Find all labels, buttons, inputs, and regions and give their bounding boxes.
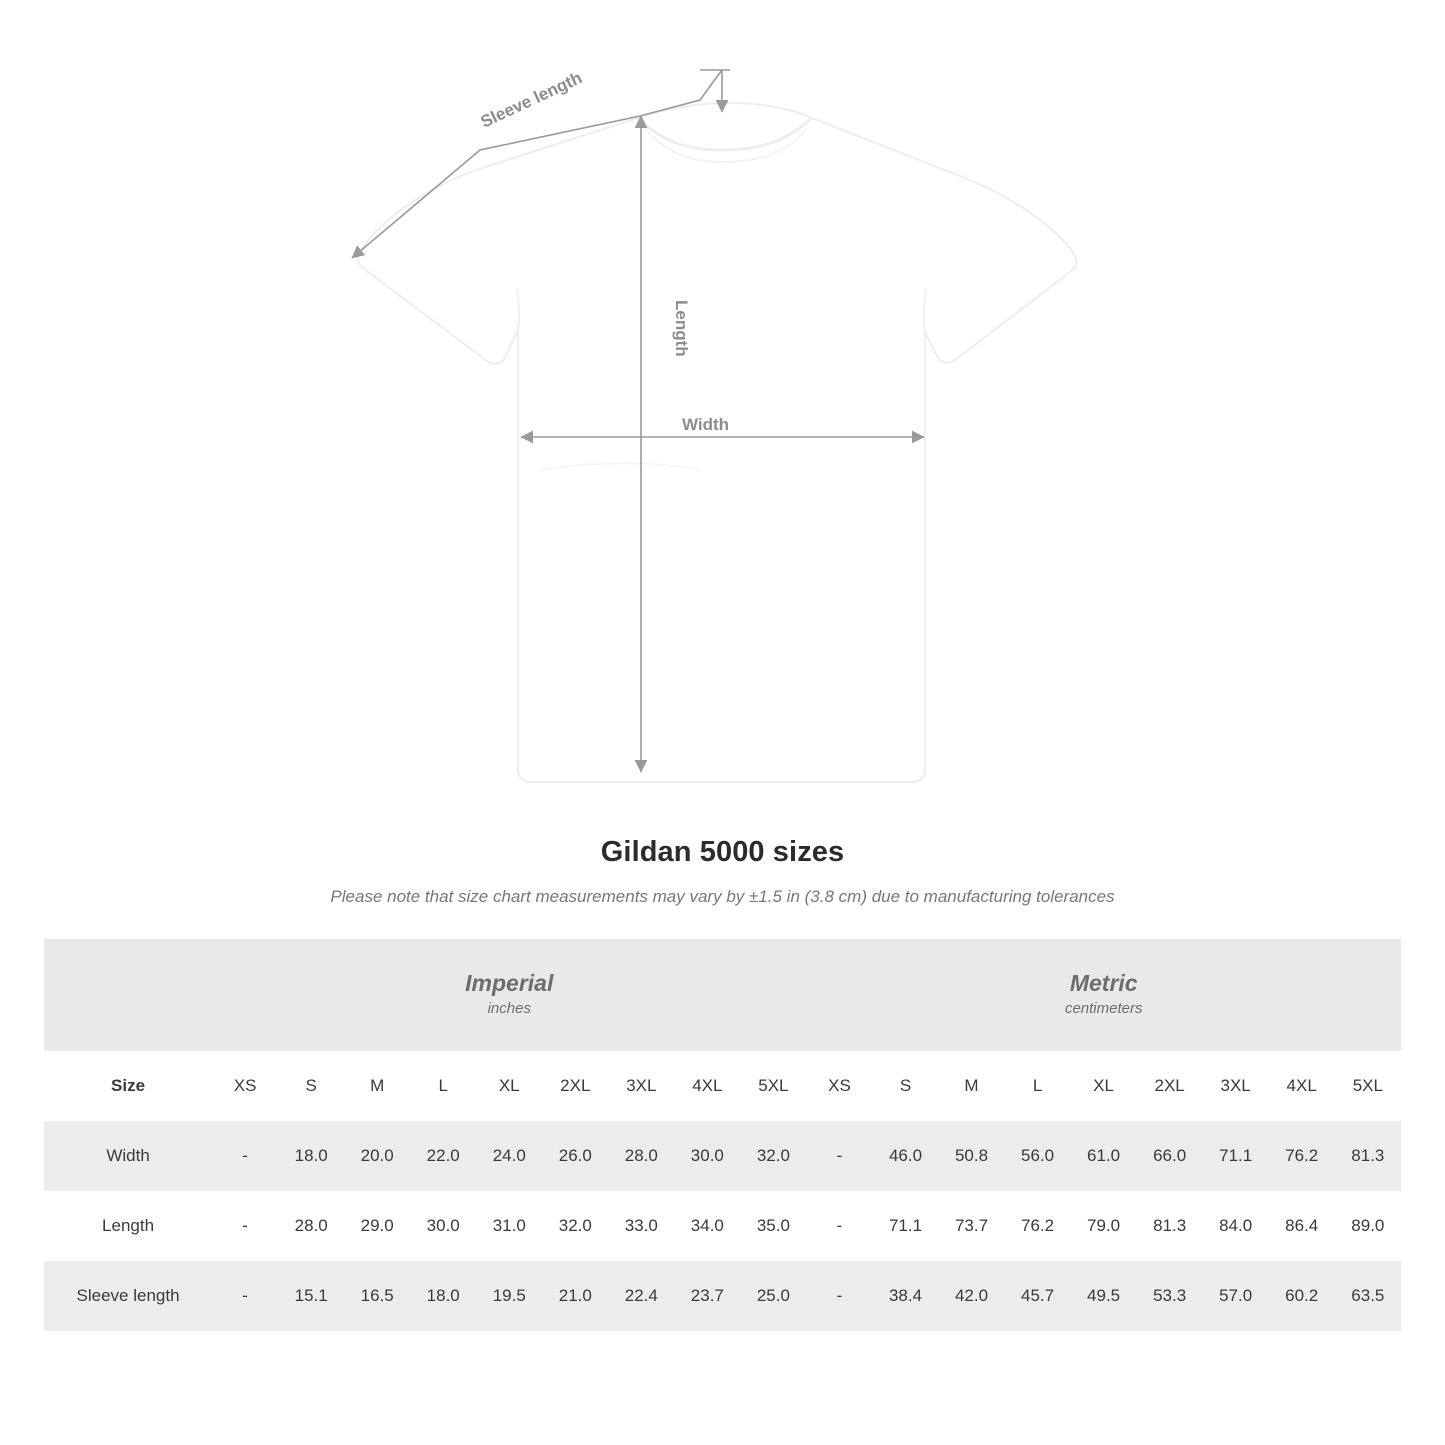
cell-width-metric-4xl: 76.2 [1269, 1121, 1335, 1191]
cell-length-imperial-l: 30.0 [410, 1191, 476, 1261]
cell-length-imperial-2xl: 32.0 [542, 1191, 608, 1261]
cell-sleeve-imperial-l: 18.0 [410, 1261, 476, 1331]
cell-length-metric-l: 76.2 [1005, 1191, 1071, 1261]
row-label-width: Width [44, 1121, 212, 1191]
cell-length-imperial-4xl: 34.0 [674, 1191, 740, 1261]
metric-unit-sub: centimeters [1064, 1000, 1143, 1018]
size-corner-label: Size [44, 1051, 212, 1121]
cell-width-metric-xl: 61.0 [1071, 1121, 1137, 1191]
imperial-unit-header [212, 939, 806, 1051]
cell-length-imperial-3xl: 33.0 [608, 1191, 674, 1261]
cell-width-imperial-s: 18.0 [278, 1121, 344, 1191]
unit-corner-cell [44, 939, 212, 1051]
size-header-metric-3xl: 3XL [1203, 1051, 1269, 1121]
row-label-length: Length [44, 1191, 212, 1261]
chart-heading [0, 836, 1445, 907]
cell-width-metric-3xl: 71.1 [1203, 1121, 1269, 1191]
cell-length-imperial-s: 28.0 [278, 1191, 344, 1261]
size-header-metric-s: S [872, 1051, 938, 1121]
cell-sleeve-metric-5xl: 63.5 [1335, 1261, 1401, 1331]
cell-sleeve-imperial-3xl: 22.4 [608, 1261, 674, 1331]
size-header-metric-l: L [1005, 1051, 1071, 1121]
cell-sleeve-metric-3xl: 57.0 [1203, 1261, 1269, 1331]
cell-sleeve-imperial-4xl: 23.7 [674, 1261, 740, 1331]
cell-length-metric-xl: 79.0 [1071, 1191, 1137, 1261]
table-row [44, 1121, 1401, 1191]
cell-length-metric-xs: - [806, 1191, 872, 1261]
cell-width-imperial-xs: - [212, 1121, 278, 1191]
cell-sleeve-imperial-xl: 19.5 [476, 1261, 542, 1331]
row-label-sleeve-length: Sleeve length [44, 1261, 212, 1331]
cell-sleeve-metric-2xl: 53.3 [1137, 1261, 1203, 1331]
cell-sleeve-metric-l: 45.7 [1005, 1261, 1071, 1331]
table-row [44, 1191, 1401, 1261]
size-header-imperial-5xl: 5XL [740, 1051, 806, 1121]
cell-length-metric-5xl: 89.0 [1335, 1191, 1401, 1261]
cell-width-imperial-3xl: 28.0 [608, 1121, 674, 1191]
size-header-imperial-m: M [344, 1051, 410, 1121]
cell-width-imperial-xl: 24.0 [476, 1121, 542, 1191]
size-header-imperial-xl: XL [476, 1051, 542, 1121]
cell-sleeve-metric-s: 38.4 [872, 1261, 938, 1331]
size-header-imperial-4xl: 4XL [674, 1051, 740, 1121]
cell-width-metric-m: 50.8 [939, 1121, 1005, 1191]
cell-sleeve-metric-xl: 49.5 [1071, 1261, 1137, 1331]
size-header-metric-5xl: 5XL [1335, 1051, 1401, 1121]
size-header-imperial-l: L [410, 1051, 476, 1121]
cell-length-imperial-xl: 31.0 [476, 1191, 542, 1261]
size-header-metric-xl: XL [1071, 1051, 1137, 1121]
size-header-metric-m: M [939, 1051, 1005, 1121]
cell-length-metric-2xl: 81.3 [1137, 1191, 1203, 1261]
cell-sleeve-imperial-xs: - [212, 1261, 278, 1331]
size-header-metric-2xl: 2XL [1137, 1051, 1203, 1121]
size-header-imperial-xs: XS [212, 1051, 278, 1121]
size-header-metric-xs: XS [806, 1051, 872, 1121]
cell-width-imperial-4xl: 30.0 [674, 1121, 740, 1191]
size-header-row [44, 1051, 1401, 1121]
cell-sleeve-imperial-2xl: 21.0 [542, 1261, 608, 1331]
tshirt-shape [358, 103, 1077, 782]
size-header-metric-4xl: 4XL [1269, 1051, 1335, 1121]
metric-unit-header [806, 939, 1401, 1051]
size-table [44, 939, 1401, 1331]
tolerance-note: Please note that size chart measurements may vary by ±1.5 in (3.8 cm) due to manufacturing tolerances [330, 887, 1115, 906]
cell-width-metric-2xl: 66.0 [1137, 1121, 1203, 1191]
page-title: Gildan 5000 sizes [600, 836, 845, 868]
cell-sleeve-metric-xs: - [806, 1261, 872, 1331]
size-header-imperial-s: S [278, 1051, 344, 1121]
unit-header-row [44, 939, 1401, 1051]
table-row [44, 1261, 1401, 1331]
cell-length-imperial-5xl: 35.0 [740, 1191, 806, 1261]
cell-length-imperial-m: 29.0 [344, 1191, 410, 1261]
cell-width-imperial-l: 22.0 [410, 1121, 476, 1191]
cell-width-imperial-2xl: 26.0 [542, 1121, 608, 1191]
size-header-imperial-2xl: 2XL [542, 1051, 608, 1121]
cell-width-metric-5xl: 81.3 [1335, 1121, 1401, 1191]
cell-width-metric-l: 56.0 [1005, 1121, 1071, 1191]
cell-sleeve-metric-4xl: 60.2 [1269, 1261, 1335, 1331]
cell-sleeve-imperial-5xl: 25.0 [740, 1261, 806, 1331]
cell-sleeve-imperial-m: 16.5 [344, 1261, 410, 1331]
imperial-unit-sub: inches [487, 1000, 531, 1018]
cell-width-imperial-m: 20.0 [344, 1121, 410, 1191]
cell-sleeve-metric-m: 42.0 [939, 1261, 1005, 1331]
width-label: Width [682, 415, 730, 434]
imperial-unit-name: Imperial [465, 969, 554, 996]
size-header-imperial-3xl: 3XL [608, 1051, 674, 1121]
metric-unit-name: Metric [1069, 969, 1138, 996]
size-table-wrapper [44, 939, 1401, 1331]
cell-length-metric-m: 73.7 [939, 1191, 1005, 1261]
sleeve-length-label: Sleeve length [477, 68, 586, 132]
cell-length-imperial-xs: - [212, 1191, 278, 1261]
cell-length-metric-4xl: 86.4 [1269, 1191, 1335, 1261]
cell-width-imperial-5xl: 32.0 [740, 1121, 806, 1191]
cell-width-metric-xs: - [806, 1121, 872, 1191]
cell-length-metric-3xl: 84.0 [1203, 1191, 1269, 1261]
cell-width-metric-s: 46.0 [872, 1121, 938, 1191]
cell-sleeve-imperial-s: 15.1 [278, 1261, 344, 1331]
length-label: Length [672, 300, 691, 357]
cell-length-metric-s: 71.1 [872, 1191, 938, 1261]
